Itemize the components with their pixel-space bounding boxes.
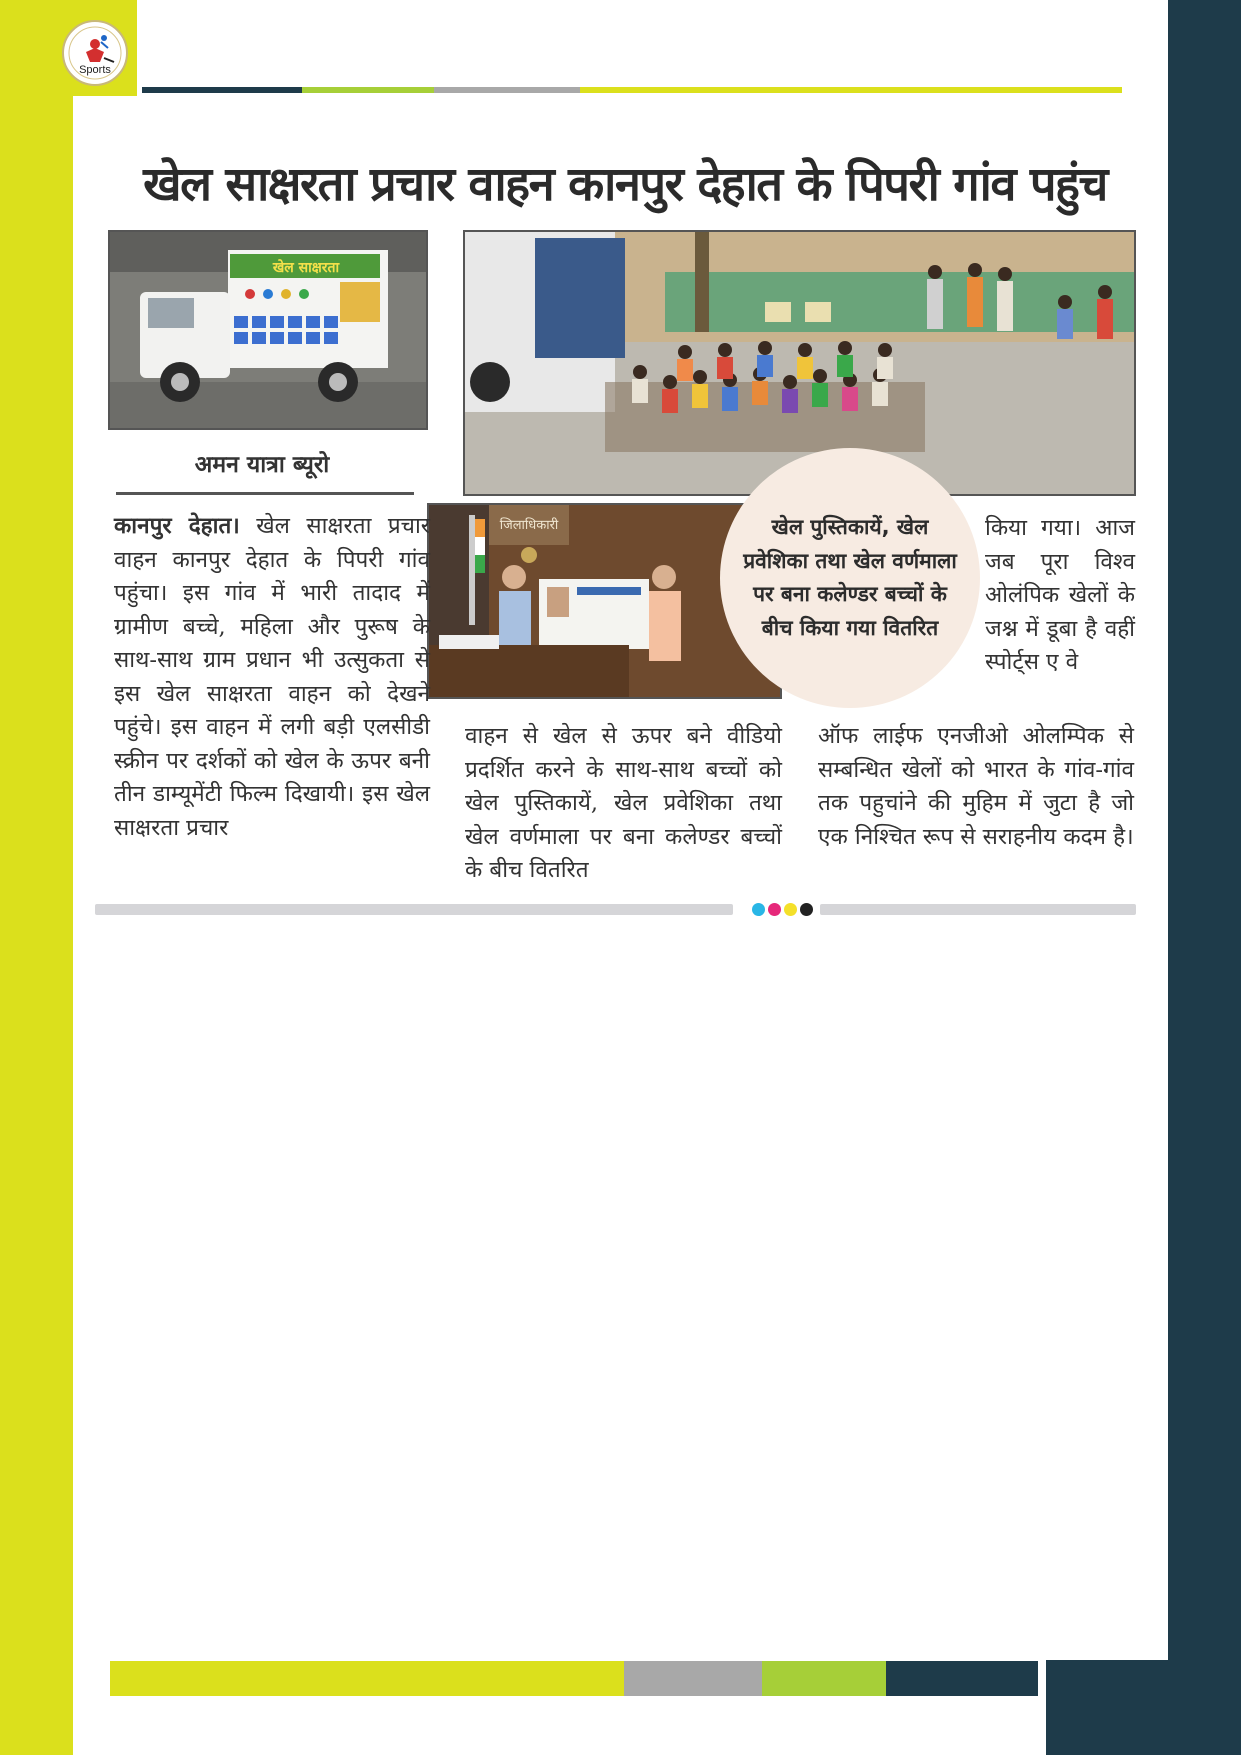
byline-rule bbox=[116, 492, 414, 495]
article-column-1 bbox=[114, 510, 430, 845]
article-column-3: ऑफ लाईफ एनजीओ ओलम्पिक से सम्बन्धित खेलों को भारत के गांव-गांव तक पहुचांने की मुहिम में जुटा है जो एक निश्चित रूप से सराहनीय कदम है। bbox=[818, 723, 1134, 850]
dateline: कानपुर देहात। bbox=[114, 513, 240, 539]
footer-bar-grey bbox=[624, 1661, 762, 1696]
byline: अमन यात्रा ब्यूरो bbox=[194, 452, 330, 478]
yellow-dot-icon bbox=[784, 903, 797, 916]
article-end-rule-left bbox=[95, 904, 733, 915]
top-rule-navy bbox=[142, 87, 302, 93]
magenta-dot-icon bbox=[768, 903, 781, 916]
logo-label: Sports bbox=[79, 64, 111, 76]
svg-text:खेल साक्षरता: खेल साक्षरता bbox=[272, 260, 340, 276]
article-end-rule-right bbox=[820, 904, 1136, 915]
footer-bar-green bbox=[762, 1661, 886, 1696]
van-photo bbox=[108, 230, 428, 430]
left-lime-band bbox=[0, 0, 73, 1755]
sports-logo bbox=[62, 20, 128, 86]
article-column-2: वाहन से खेल से ऊपर बने वीडियो प्रदर्शित करने के साथ-साथ बच्चों को खेल पुस्तिकायें, खेल प्रवेशिका तथा खेल वर्णमाला पर बना कलेण्डर बच्चों के बीच वितरित bbox=[465, 723, 782, 883]
top-rule-lime bbox=[580, 87, 1122, 93]
svg-text:जिलाधिकारी: जिलाधिकारी bbox=[499, 518, 559, 533]
top-rule-green bbox=[302, 87, 434, 93]
right-navy-band bbox=[1168, 0, 1241, 1755]
top-rule-grey bbox=[434, 87, 580, 93]
children-gathering-photo bbox=[463, 230, 1136, 496]
black-dot-icon bbox=[800, 903, 813, 916]
article-column-3-top: किया गया। आज जब पूरा विश्व ओलंपिक खेलों के जश्न में डूबा है वहीं स्पोर्ट्स ए वे bbox=[985, 515, 1135, 675]
article-headline: खेल साक्षरता प्रचार वाहन कानपुर देहात के पिपरी गांव पहुंच bbox=[143, 157, 1107, 212]
column-1-text: खेल साक्षरता प्रचार वाहन कानपुर देहात के पिपरी गांव पहुंचा। इस गांव में भारी तादाद में ग्रामीण बच्चे, महिला और पुरूष के साथ-साथ ग्राम प्रधान भी उत्सुकता से इस खेल साक्षरता वाहन को देखने पहुंचे। इस वाहन में लगी बड़ी एलसीडी स्क्रीन पर दर्शकों को खेल के ऊपर बनी तीन डाम्यूमेंटी फिल्म दिखायी। इस खेल साक्षरता प्रचार bbox=[114, 513, 430, 841]
cyan-dot-icon bbox=[752, 903, 765, 916]
bottom-right-navy-block bbox=[1046, 1660, 1241, 1755]
footer-bar-lime bbox=[110, 1661, 624, 1696]
pull-quote-callout: खेल पुस्तिकायें, खेल प्रवेशिका तथा खेल वर्णमाला पर बना कलेण्डर बच्चों के बीच किया गया वितरित bbox=[720, 448, 980, 708]
footer-bar-navy bbox=[886, 1661, 1038, 1696]
